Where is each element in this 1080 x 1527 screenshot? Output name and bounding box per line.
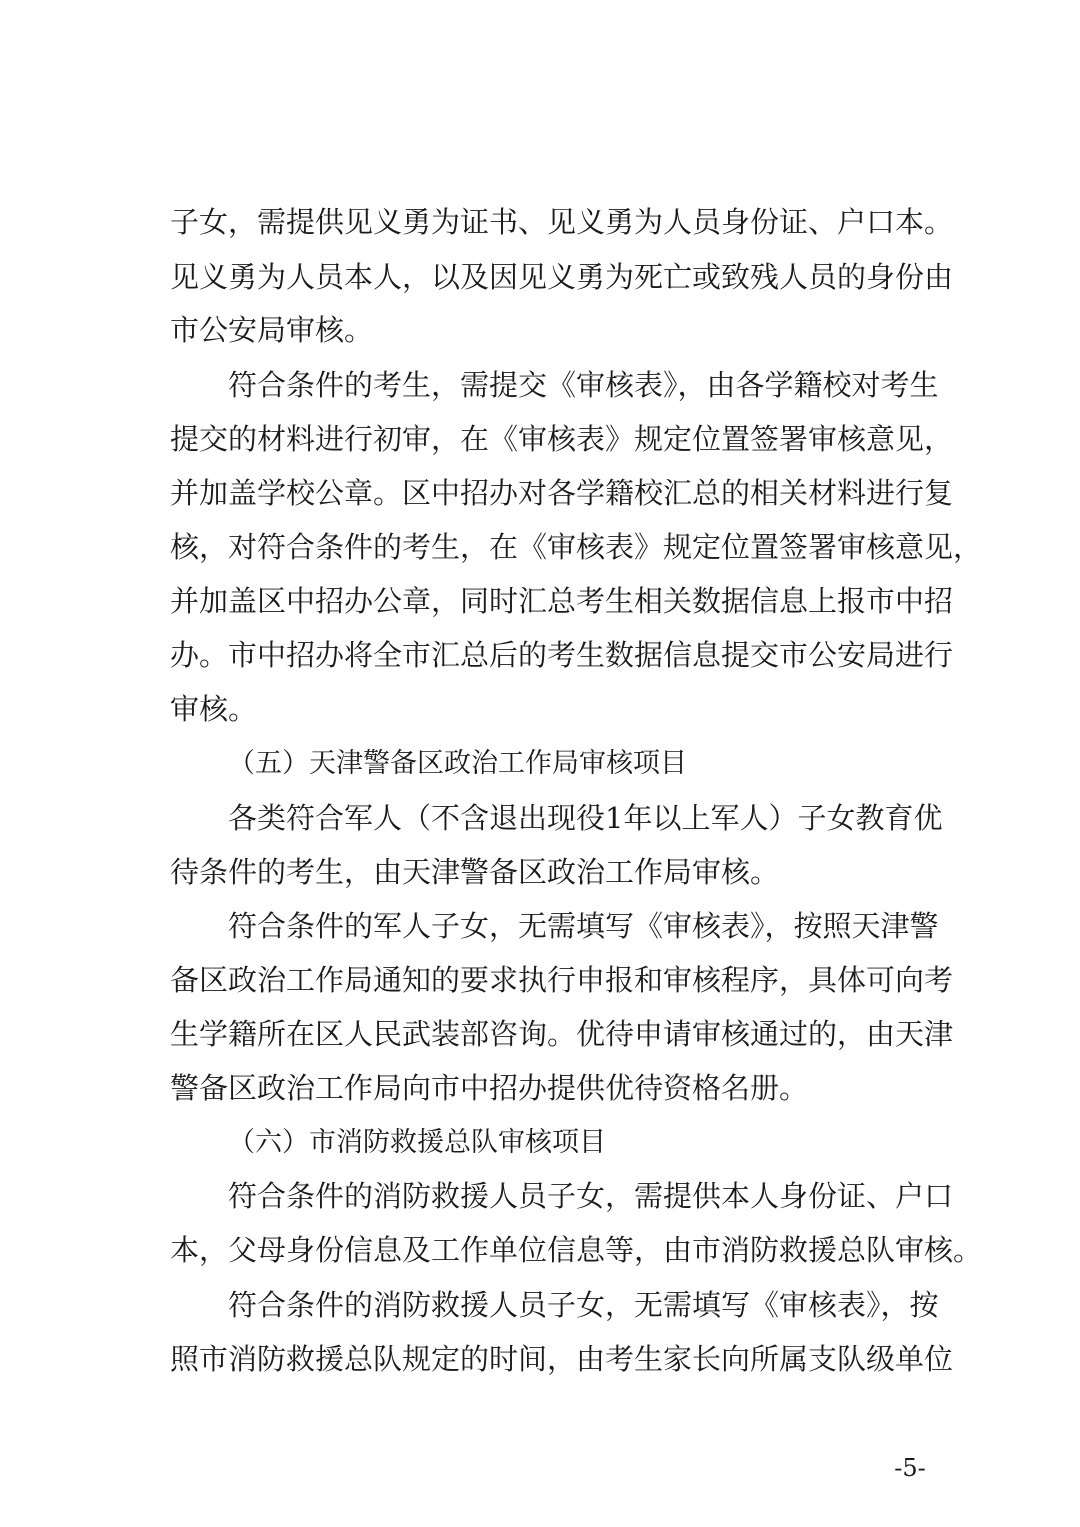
text-line	[0, 359, 1080, 412]
line-text: 符合条件的军人子女，无需填写《审核表》，按照天津警	[228, 909, 939, 943]
text-line	[0, 629, 1080, 682]
line-text: 并加盖学校公章。区中招办对各学籍校汇总的相关材料进行复	[170, 476, 954, 510]
heading-text: （六）市消防救援总队审核项目	[228, 1127, 606, 1158]
text-line	[0, 413, 1080, 466]
line-text: 符合条件的消防救援人员子女，需提供本人身份证、户口	[228, 1179, 954, 1213]
line-text: 提交的材料进行初审，在《审核表》规定位置签署审核意见，	[170, 422, 954, 456]
text-line	[0, 521, 1080, 574]
text-line	[0, 683, 1080, 736]
text-line	[0, 1224, 1080, 1277]
text-line	[0, 1008, 1080, 1061]
line-text: 各类符合军人（不含退出现役1年以上军人）子女教育优	[228, 801, 943, 835]
line-text: 核，对符合条件的考生，在《审核表》规定位置签署审核意见，	[170, 530, 983, 564]
text-line	[0, 251, 1080, 304]
heading-text: （五）天津警备区政治工作局审核项目	[228, 748, 687, 779]
line-text: 警备区政治工作局向市中招办提供优待资格名册。	[170, 1071, 809, 1105]
line-text: 并加盖区中招办公章，同时汇总考生相关数据信息上报市中招	[170, 584, 954, 618]
line-text: 照市消防救援总队规定的时间，由考生家长向所属支队级单位	[170, 1342, 954, 1376]
text-line	[0, 467, 1080, 520]
page-number: -5-	[894, 1454, 926, 1482]
line-text: 生学籍所在区人民武装部咨询。优待申请审核通过的，由天津	[170, 1017, 954, 1051]
section-heading	[0, 1116, 1080, 1169]
line-text: 备区政治工作局通知的要求执行申报和审核程序，具体可向考	[170, 963, 954, 997]
text-line	[0, 954, 1080, 1007]
line-text: 办。市中招办将全市汇总后的考生数据信息提交市公安局进行	[170, 638, 954, 672]
text-line	[0, 900, 1080, 953]
section-heading	[0, 737, 1080, 790]
text-line	[0, 1062, 1080, 1115]
text-line	[0, 575, 1080, 628]
line-text: 符合条件的考生，需提交《审核表》，由各学籍校对考生	[228, 368, 939, 402]
line-text: 符合条件的消防救援人员子女，无需填写《审核表》，按	[228, 1288, 939, 1322]
text-line	[0, 1279, 1080, 1332]
text-line	[0, 792, 1080, 845]
line-text: 待条件的考生，由天津警备区政治工作局审核。	[170, 855, 780, 889]
line-text: 子女，需提供见义勇为证书、见义勇为人员身份证、户口本。	[170, 205, 954, 239]
text-line	[0, 846, 1080, 899]
line-text: 市公安局审核。	[170, 313, 374, 347]
text-line	[0, 1333, 1080, 1386]
line-text: 见义勇为人员本人，以及因见义勇为死亡或致残人员的身份由	[170, 260, 954, 294]
text-line	[0, 1170, 1080, 1223]
line-text: 审核。	[170, 692, 258, 726]
text-line	[0, 196, 1080, 249]
text-line	[0, 304, 1080, 357]
line-text: 本，父母身份信息及工作单位信息等，由市消防救援总队审核。	[170, 1233, 983, 1267]
